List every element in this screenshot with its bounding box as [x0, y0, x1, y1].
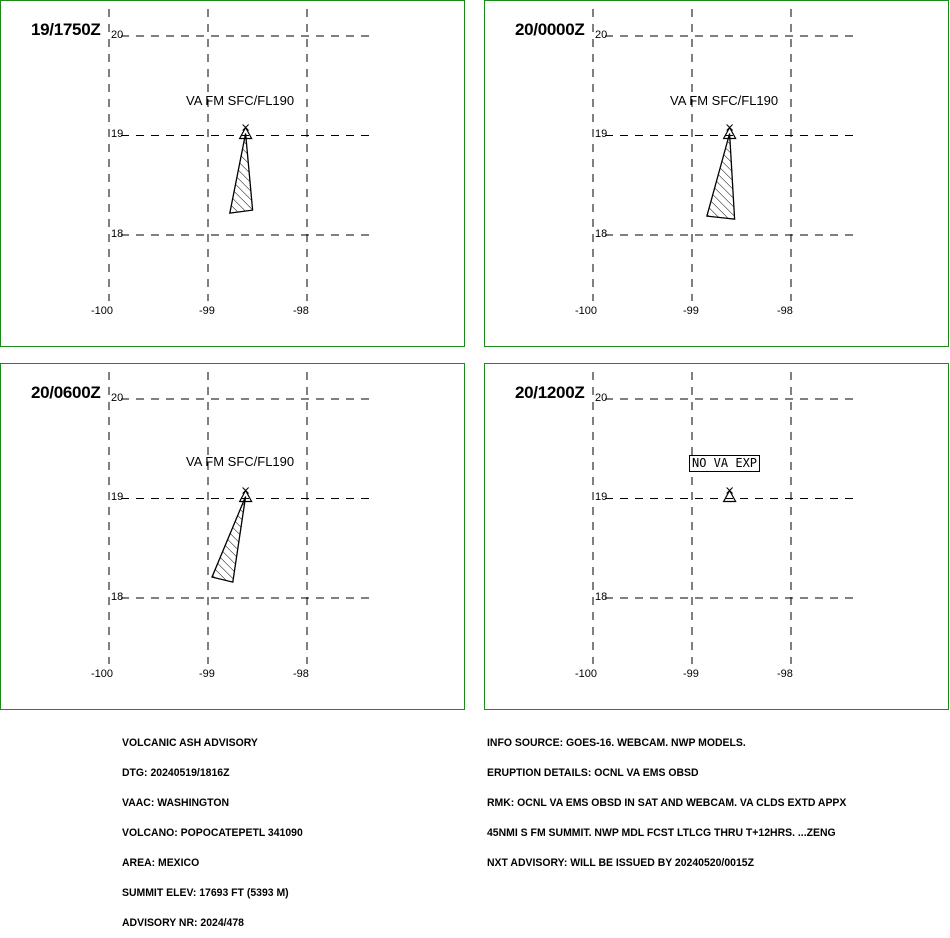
- lat-label-18: 18: [595, 591, 608, 603]
- lon-label-100: -100: [575, 305, 598, 317]
- forecast-panel-4: [484, 363, 949, 710]
- lat-label-20: 20: [111, 392, 124, 404]
- lon-label-99: -99: [683, 305, 699, 317]
- advisory-line: VOLCANIC ASH ADVISORY: [122, 737, 258, 749]
- lat-label-20: 20: [595, 392, 608, 404]
- lon-label-99: -99: [199, 668, 215, 680]
- lon-label-98: -98: [293, 668, 309, 680]
- forecast-panel-1: [0, 0, 465, 347]
- ash-cloud-label: VA FM SFC/FL190: [186, 454, 295, 469]
- ash-cloud-polygon: [707, 134, 735, 220]
- lon-label-100: -100: [575, 668, 598, 680]
- lat-label-19: 19: [595, 128, 608, 140]
- forecast-panel-2: [484, 0, 949, 347]
- advisory-line: VAAC: WASHINGTON: [122, 797, 230, 809]
- lat-label-18: 18: [111, 228, 124, 240]
- advisory-line: SUMMIT ELEV: 17693 FT (5393 M): [122, 887, 289, 899]
- advisory-details-block: [487, 718, 846, 878]
- advisory-line: NXT ADVISORY: WILL BE ISSUED BY 20240520/0015Z: [487, 857, 754, 869]
- lon-label-100: -100: [91, 668, 114, 680]
- advisory-line: DTG: 20240519/1816Z: [122, 767, 230, 779]
- lat-label-19: 19: [111, 128, 124, 140]
- map-grid: [485, 364, 949, 710]
- lon-label-98: -98: [777, 668, 793, 680]
- lat-label-20: 20: [595, 29, 608, 41]
- ash-cloud-label: VA FM SFC/FL190: [670, 93, 779, 108]
- lat-label-20: 20: [111, 29, 124, 41]
- lat-label-18: 18: [111, 591, 124, 603]
- no-ash-expected-label: NO VA EXP: [689, 455, 760, 472]
- ash-cloud-label: VA FM SFC/FL190: [186, 93, 295, 108]
- panel-time: 20/0600Z: [31, 383, 101, 402]
- map-grid: [1, 1, 465, 347]
- advisory-line: AREA: MEXICO: [122, 857, 200, 869]
- advisory-header-block: [122, 718, 303, 938]
- lon-label-98: -98: [293, 305, 309, 317]
- advisory-line: ADVISORY NR: 2024/478: [122, 917, 244, 929]
- advisory-line: 45NMI S FM SUMMIT. NWP MDL FCST LTLCG THRU T+12HRS. ...ZENG: [487, 827, 836, 839]
- lon-label-99: -99: [683, 668, 699, 680]
- lon-label-100: -100: [91, 305, 114, 317]
- volcano-icon: [724, 491, 736, 502]
- lat-label-18: 18: [595, 228, 608, 240]
- ash-cloud-polygon: [212, 497, 246, 583]
- lon-label-98: -98: [777, 305, 793, 317]
- lat-label-19: 19: [111, 491, 124, 503]
- forecast-panel-3: [0, 363, 465, 710]
- panel-time: 19/1750Z: [31, 20, 101, 39]
- advisory-line: RMK: OCNL VA EMS OBSD IN SAT AND WEBCAM. VA CLDS EXTD APPX: [487, 797, 847, 809]
- lat-label-19: 19: [595, 491, 608, 503]
- advisory-line: INFO SOURCE: GOES-16. WEBCAM. NWP MODELS.: [487, 737, 746, 749]
- panel-time: 20/1200Z: [515, 383, 585, 402]
- map-grid: [1, 364, 465, 710]
- panel-time: 20/0000Z: [515, 20, 585, 39]
- advisory-line: ERUPTION DETAILS: OCNL VA EMS OBSD: [487, 767, 699, 779]
- map-grid: [485, 1, 949, 347]
- advisory-line: VOLCANO: POPOCATEPETL 341090: [122, 827, 303, 839]
- lon-label-99: -99: [199, 305, 215, 317]
- ash-cloud-polygon: [230, 134, 253, 214]
